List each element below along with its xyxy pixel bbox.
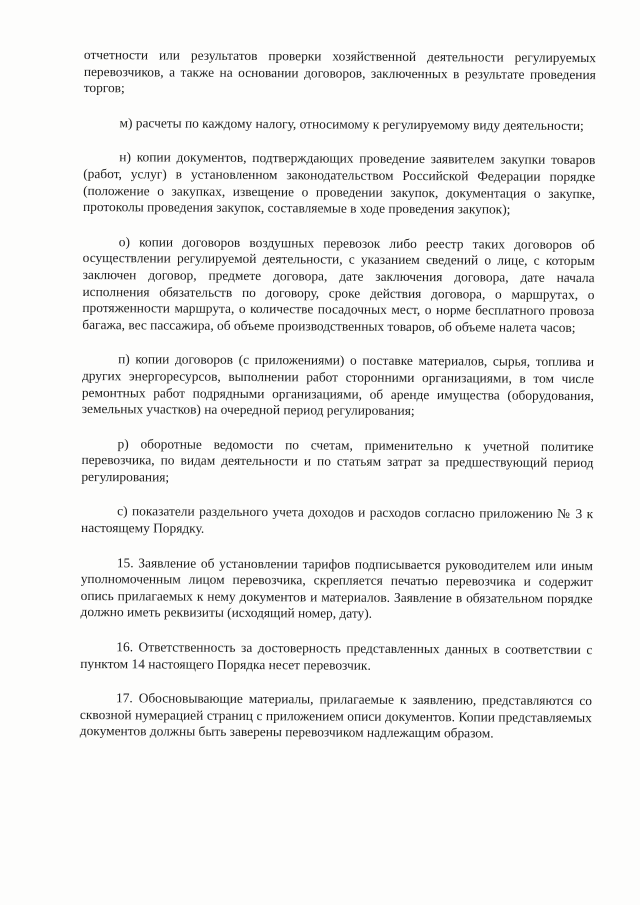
paragraph-16-responsibility: 16. Ответственность за достоверность представленных данных в соответствии с пунктом 14 настоящего Порядка несет перевозчик. xyxy=(80,639,593,673)
paragraph-m-tax-calculations: м) расчеты по каждому налогу, относимому к регулируемому виду деятельности; xyxy=(119,114,584,133)
paragraph-l-continuation: отчетности или результатов проверки хозяйственной деятельности регулируемых перевозчиков, а также на основании договоров, заключенных в результате проведения торгов; xyxy=(83,47,596,96)
paragraph-r-turnover-statements: р) оборотные ведомости по счетам, применительно к учетной политике перевозчика, по видам деятельности и по статьям затрат за предшествующий период регулирования; xyxy=(81,435,594,485)
document-body xyxy=(80,47,596,743)
paragraph-s-separate-accounting: с) показатели раздельного учета доходов и расходов согласно приложению № 3 к настоящему Порядку. xyxy=(81,503,594,536)
paragraph-n-procurement-documents: н) копии документов, подтверждающих проведение заявителем закупки товаров (работ, услуг) в установленном законодательством Российской Федерации порядке (положение о закупках, извещение о проведении закупок, документация о закупке, протоколы проведения закупок, составляемые в ходе проведения закупок); xyxy=(82,149,596,217)
paragraph-o-air-transport-contracts: о) копии договоров воздушных перевозок либо реестр таких договоров об осуществлении регулируемой деятельности, с указанием сведений о лице, с которым заключен договор, предмете договора, дате заключения договора, дате начала исполнения обязательств по договору, сроке действия договора, о маршрутах, о протяженности маршрута, о количестве посадочных мест, о норме бесплатного провоза багажа, вес пассажира, об объеме производственных товаров, об объеме налета часов; xyxy=(82,233,595,335)
paragraph-17-supporting-materials: 17. Обосновывающие материалы, прилагаемые к заявлению, представляются со сквозной нумерацией страниц с приложением описи документов. Копии представляемых документов должны быть заверены перевозчиком надлежащим образом. xyxy=(79,690,593,741)
paragraph-15-application-signing: 15. Заявление об установлении тарифов подписывается руководителем или иным уполномоченным лицом перевозчика, скрепляется печатью перевозчика и содержит опись прилагаемых к нему документов и материалов. Заявление в обязательном порядке должно иметь реквизиты (исходящий номер, дату). xyxy=(80,554,593,622)
paragraph-p-supply-contracts: п) копии договоров (с приложениями) о поставке материалов, сырья, топлива и других энергоресурсов, выполнении работ сторонними организациями, в том числе ремонтных работ подрядными организациями, об аренде имущества (оборудования, земельных участков) на очередной период регулирования; xyxy=(81,351,595,419)
